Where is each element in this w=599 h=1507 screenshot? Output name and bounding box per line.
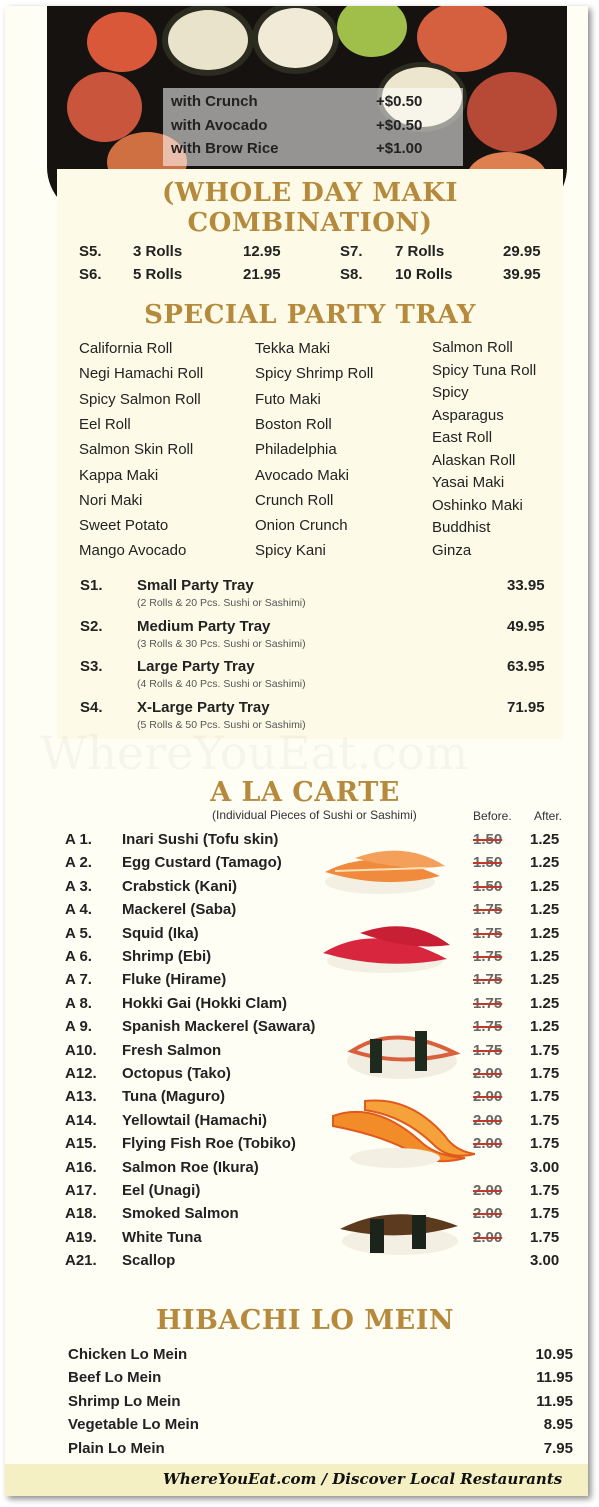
lo-mein-title: HIBACHI LO MEIN <box>155 1305 455 1336</box>
item-after-price: 3.00 <box>530 1252 560 1270</box>
party-roll-name: Salmon Skin Roll <box>79 441 194 459</box>
addon-price: +$0.50 <box>376 117 423 134</box>
tray-name: X-Large Party Tray <box>137 698 270 716</box>
lo-mein-name: Shrimp Lo Mein <box>68 1392 181 1410</box>
party-roll-name: Boston Roll <box>255 415 332 433</box>
party-roll-name: California Roll <box>79 340 173 357</box>
item-code: A 7. <box>65 971 92 989</box>
item-code: A 8. <box>65 994 92 1012</box>
item-before-price: 1.50 <box>473 831 503 848</box>
item-code: A21. <box>65 1252 97 1270</box>
item-before-price: 1.75 <box>473 1041 503 1059</box>
lo-mein-name: Beef Lo Mein <box>68 1369 162 1387</box>
tray-code: S1. <box>80 577 103 594</box>
lo-mein-name: Vegetable Lo Mein <box>68 1416 199 1434</box>
tray-name: Medium Party Tray <box>137 617 271 635</box>
item-name: Mackerel (Saba) <box>122 901 237 919</box>
item-after-price: 1.25 <box>530 924 560 942</box>
lo-mein-price: 7.95 <box>543 1439 573 1457</box>
item-code: A 1. <box>65 831 92 848</box>
item-after-price: 1.25 <box>530 971 560 989</box>
item-after-price: 3.00 <box>530 1158 560 1176</box>
combo-price: 12.95 <box>243 243 281 260</box>
item-code: A14. <box>65 1111 97 1129</box>
item-code: A 4. <box>65 901 92 919</box>
item-name: Fluke (Hirame) <box>122 971 227 989</box>
party-roll-name: Mango Avocado <box>79 542 187 560</box>
party-roll-name: Oshinko Maki <box>432 496 523 514</box>
item-code: A 9. <box>65 1018 92 1036</box>
item-code: A10. <box>65 1041 97 1059</box>
item-after-price: 1.75 <box>530 1228 560 1246</box>
combo-code: S8. <box>340 266 363 283</box>
item-after-price: 1.25 <box>530 994 560 1012</box>
addon-price: +$0.50 <box>376 93 423 110</box>
addon-price: +$1.00 <box>376 140 423 157</box>
party-roll-name: Nori Maki <box>79 491 143 509</box>
item-after-price: 1.25 <box>530 901 560 919</box>
party-roll-name: Spicy Kani <box>255 542 326 560</box>
menu-card <box>5 6 588 1496</box>
party-roll-name: Salmon Roll <box>432 339 513 356</box>
item-code: A 5. <box>65 924 92 942</box>
item-code: A 2. <box>65 854 92 872</box>
combo-name: 7 Rolls <box>395 243 445 260</box>
party-roll-name: Spicy Tuna Roll <box>432 361 537 379</box>
item-after-price: 1.75 <box>530 1111 560 1129</box>
item-before-price: 1.50 <box>473 854 503 872</box>
item-code: A15. <box>65 1135 97 1153</box>
item-code: A12. <box>65 1065 97 1082</box>
tray-price: 33.95 <box>507 577 545 594</box>
combo-price: 39.95 <box>503 266 541 283</box>
party-roll-name: Futo Maki <box>255 390 321 408</box>
party-roll-name: Eel Roll <box>79 415 131 433</box>
party-roll-name: Ginza <box>432 541 472 559</box>
item-after-price: 1.25 <box>530 877 560 895</box>
item-name: White Tuna <box>122 1228 202 1246</box>
item-name: Squid (Ika) <box>122 924 199 942</box>
item-after-price: 1.75 <box>530 1182 560 1199</box>
party-roll-name: Alaskan Roll <box>432 451 516 469</box>
item-after-price: 1.75 <box>530 1135 560 1153</box>
item-name: Octopus (Tako) <box>122 1065 231 1082</box>
salmon-nigiri-image <box>315 838 455 903</box>
tray-name: Large Party Tray <box>137 658 255 675</box>
footer-text: WhereYouEat.com / Discover Local Restaurants <box>163 1470 563 1488</box>
item-code: A13. <box>65 1088 97 1106</box>
combo-name: 10 Rolls <box>395 266 453 283</box>
item-before-price: 1.75 <box>473 1018 503 1036</box>
item-name: Yellowtail (Hamachi) <box>122 1111 268 1129</box>
lo-mein-price: 10.95 <box>535 1346 573 1363</box>
item-name: Tuna (Maguro) <box>122 1088 226 1106</box>
item-code: A17. <box>65 1182 97 1199</box>
a-la-carte-subtitle: (Individual Pieces of Sushi or Sashimi) <box>212 808 417 822</box>
item-name: Flying Fish Roe (Tobiko) <box>122 1135 296 1153</box>
party-roll-name: Kappa Maki <box>79 466 159 484</box>
party-roll-name: Onion Crunch <box>255 517 348 535</box>
tray-name: Small Party Tray <box>137 577 254 594</box>
item-before-price: 2.00 <box>473 1182 503 1199</box>
addon-row <box>171 93 423 110</box>
party-roll-name: Tekka Maki <box>255 340 331 357</box>
after-price-header: After. <box>534 809 563 823</box>
addon-row <box>171 117 423 134</box>
lo-mein-price: 8.95 <box>543 1416 573 1434</box>
item-after-price: 1.75 <box>530 1088 560 1106</box>
lo-mein-name: Plain Lo Mein <box>68 1439 165 1457</box>
tray-price: 71.95 <box>507 698 545 716</box>
item-after-price: 1.25 <box>530 831 560 848</box>
tray-price: 63.95 <box>507 658 545 675</box>
shrimp-nigiri-image <box>325 1096 475 1181</box>
item-name: Egg Custard (Tamago) <box>122 854 282 872</box>
lo-mein-name: Chicken Lo Mein <box>68 1346 188 1363</box>
party-roll-name: Philadelphia <box>255 441 337 459</box>
tray-description: (3 Rolls & 30 Pcs. Sushi or Sashimi) <box>137 637 306 650</box>
item-name: Hokki Gai (Hokki Clam) <box>122 994 288 1012</box>
combo-name: 3 Rolls <box>133 243 183 260</box>
party-tray-title: SPECIAL PARTY TRAY <box>144 300 476 330</box>
item-after-price: 1.25 <box>530 948 560 965</box>
item-before-price: 1.75 <box>473 971 503 989</box>
party-roll-name: Sweet Potato <box>79 517 169 535</box>
tray-code: S4. <box>80 698 103 716</box>
party-roll-name: Spicy Salmon Roll <box>79 390 201 408</box>
tray-code: S3. <box>80 658 103 675</box>
tray-price: 49.95 <box>507 617 545 635</box>
roll-addons-box <box>163 88 463 166</box>
watermark-text <box>40 726 468 780</box>
party-roll-name: Negi Hamachi Roll <box>79 365 204 383</box>
addon-row <box>171 140 423 157</box>
item-before-price: 1.75 <box>473 948 503 965</box>
party-roll-name: Spicy <box>432 384 469 401</box>
tray-code: S2. <box>80 617 103 635</box>
item-after-price: 1.25 <box>530 854 560 872</box>
item-after-price: 1.75 <box>530 1065 560 1082</box>
item-code: A19. <box>65 1228 97 1246</box>
a-la-carte-title: A LA CARTE <box>210 777 400 808</box>
tray-description: (4 Rolls & 40 Pcs. Sushi or Sashimi) <box>137 678 306 690</box>
item-before-price: 2.00 <box>473 1088 503 1106</box>
addon-label: with Crunch <box>171 93 258 110</box>
combo-code: S6. <box>79 266 102 283</box>
combo-name: 5 Rolls <box>133 266 183 283</box>
party-roll-name: East Roll <box>432 429 493 446</box>
item-after-price: 1.75 <box>530 1041 560 1059</box>
party-roll-name: Avocado Maki <box>255 466 349 484</box>
item-before-price: 1.50 <box>473 877 503 895</box>
party-roll-name: Buddhist <box>432 519 491 536</box>
item-after-price: 1.75 <box>530 1205 560 1223</box>
item-before-price: 2.00 <box>473 1205 503 1223</box>
combo-price: 29.95 <box>503 243 541 260</box>
item-before-price: 1.75 <box>473 901 503 919</box>
item-before-price: 2.00 <box>473 1065 503 1082</box>
item-name: Smoked Salmon <box>122 1205 239 1223</box>
item-code: A 3. <box>65 877 92 895</box>
item-before-price: 2.00 <box>473 1111 503 1129</box>
footer-banner <box>5 1464 588 1496</box>
lo-mein-price: 11.95 <box>536 1392 573 1410</box>
before-price-header: Before. <box>473 809 512 823</box>
item-name: Fresh Salmon <box>122 1041 222 1059</box>
item-name: Crabstick (Kani) <box>122 877 238 895</box>
addon-label: with Avocado <box>171 117 268 134</box>
crab-nigiri-image <box>340 1001 465 1086</box>
combo-code: S7. <box>340 243 363 260</box>
item-after-price: 1.25 <box>530 1018 560 1036</box>
item-name: Eel (Unagi) <box>122 1182 201 1199</box>
combo-code: S5. <box>79 243 102 260</box>
item-name: Inari Sushi (Tofu skin) <box>122 831 279 848</box>
lo-mein-price: 11.95 <box>536 1369 573 1387</box>
item-code: A 6. <box>65 948 92 965</box>
item-name: Shrimp (Ebi) <box>122 948 212 965</box>
maki-combo-title: (WHOLE DAY MAKI COMBINATION) <box>161 178 459 238</box>
tray-description: (5 Rolls & 50 Pcs. Sushi or Sashimi) <box>137 718 306 731</box>
item-name: Spanish Mackerel (Sawara) <box>122 1018 316 1036</box>
party-roll-name: Crunch Roll <box>255 491 334 509</box>
party-roll-name: Spicy Shrimp Roll <box>255 365 374 383</box>
item-code: A18. <box>65 1205 97 1223</box>
item-before-price: 1.75 <box>473 924 503 942</box>
item-before-price: 2.00 <box>473 1228 503 1246</box>
item-name: Scallop <box>122 1252 176 1270</box>
item-before-price: 2.00 <box>473 1135 503 1153</box>
combo-price: 21.95 <box>243 266 281 283</box>
addon-label: with Brow Rice <box>171 140 279 157</box>
item-before-price: 1.75 <box>473 994 503 1012</box>
item-code: A16. <box>65 1158 97 1176</box>
eel-nigiri-image <box>330 1191 465 1261</box>
tray-description: (2 Rolls & 20 Pcs. Sushi or Sashimi) <box>137 597 306 609</box>
party-roll-name: Asparagus <box>432 406 504 424</box>
item-name: Salmon Roe (Ikura) <box>122 1158 259 1176</box>
party-roll-name: Yasai Maki <box>432 474 505 491</box>
tuna-nigiri-image <box>315 911 455 981</box>
